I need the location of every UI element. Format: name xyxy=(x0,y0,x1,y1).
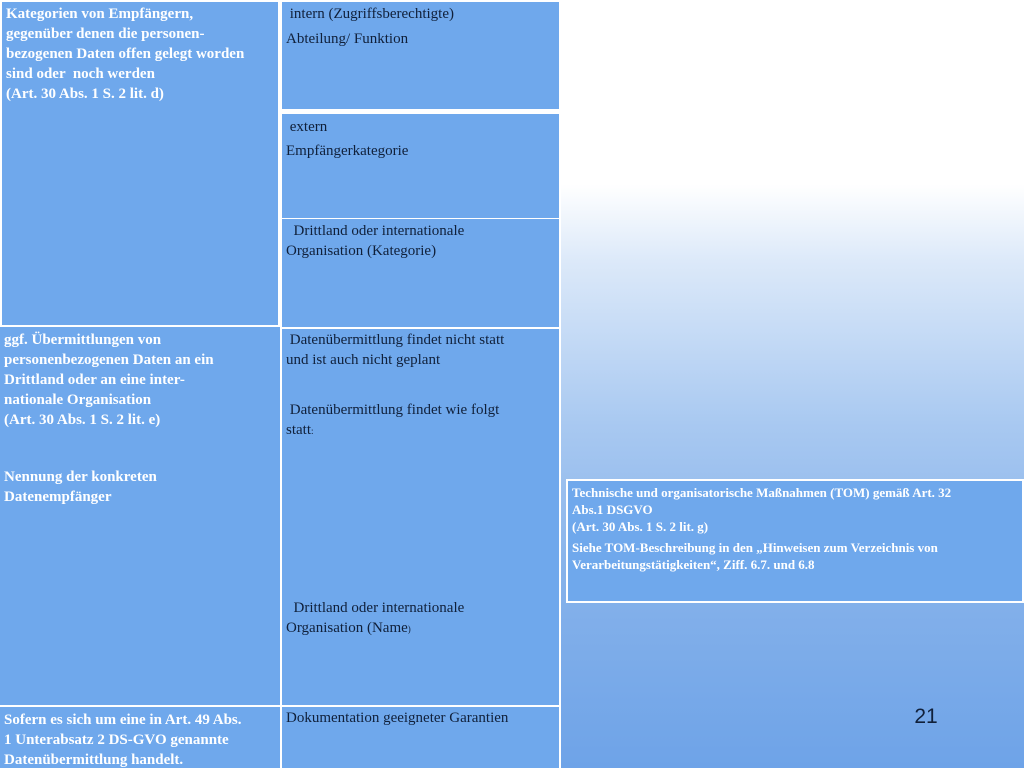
text-line: sind oder noch werden xyxy=(6,66,155,82)
art49-cell xyxy=(0,705,280,768)
third-country-transfer-cell xyxy=(0,327,280,705)
text-line: Siehe TOM-Beschreibung in den „Hinweisen zum Verzeichnis von xyxy=(572,540,938,555)
intern-title: intern (Zugriffsberechtigte) xyxy=(286,6,454,22)
intern-cell xyxy=(280,0,561,111)
text-fragment: : xyxy=(311,426,314,436)
text-line: und ist auch nicht geplant xyxy=(286,352,441,368)
text-line: Kategorien von Empfängern, xyxy=(6,6,194,22)
text-line: Verarbeitungstätigkeiten“, Ziff. 6.7. und 6.8 xyxy=(572,557,815,572)
guarantees-cell xyxy=(280,705,561,768)
text-line: bezogenen Daten offen gelegt worden xyxy=(6,46,245,62)
text-line: Datenübermittlung handelt. xyxy=(4,752,184,768)
text-line xyxy=(286,618,555,639)
text-line: Sofern es sich um eine in Art. 49 Abs. xyxy=(4,712,242,728)
page-number: 21 xyxy=(914,705,938,728)
third-country-category-cell xyxy=(280,219,561,327)
text-fragment: ) xyxy=(407,624,411,634)
text-line: Abs.1 DSGVO xyxy=(572,502,653,517)
text-line: Drittland oder internationale xyxy=(286,223,465,239)
transfer-status-cell xyxy=(280,327,561,705)
extern-cell xyxy=(280,112,561,220)
text-line: Nennung der konkreten xyxy=(4,469,157,485)
text-line: Drittland oder an eine inter- xyxy=(4,372,185,388)
text-line xyxy=(286,420,555,441)
text-line: (Art. 30 Abs. 1 S. 2 lit. e) xyxy=(4,412,161,428)
text-line: personenbezogenen Daten an ein xyxy=(4,352,214,368)
intern-subtitle: Abteilung/ Funktion xyxy=(286,31,409,47)
text-line: 1 Unterabsatz 2 DS-GVO genannte xyxy=(4,732,229,748)
text-line: Datenübermittlung findet wie folgt xyxy=(286,402,500,418)
text-line: (Art. 30 Abs. 1 S. 2 lit. g) xyxy=(572,519,709,534)
text-line: Datenübermittlung findet nicht statt xyxy=(286,332,505,348)
text-line: Datenempfänger xyxy=(4,489,112,505)
extern-title: extern xyxy=(286,119,328,135)
recipients-category-cell xyxy=(0,0,280,327)
text-fragment: Organisation (Name xyxy=(286,620,408,636)
text-line: (Art. 30 Abs. 1 S. 2 lit. d) xyxy=(6,86,164,102)
tom-box xyxy=(566,479,1024,603)
text-line: nationale Organisation xyxy=(4,392,152,408)
text-line: Technische und organisatorische Maßnahmen (TOM) gemäß Art. 32 xyxy=(572,485,952,500)
text-line: Drittland oder internationale xyxy=(286,600,465,616)
extern-subtitle: Empfängerkategorie xyxy=(286,143,409,159)
text-line: ggf. Übermittlungen von xyxy=(4,332,162,348)
text-line: Organisation (Kategorie) xyxy=(286,243,437,259)
text-fragment: statt xyxy=(286,422,311,438)
text-line: gegenüber denen die personen- xyxy=(6,26,205,42)
text-line: Dokumentation geeigneter Garantien xyxy=(286,710,509,726)
